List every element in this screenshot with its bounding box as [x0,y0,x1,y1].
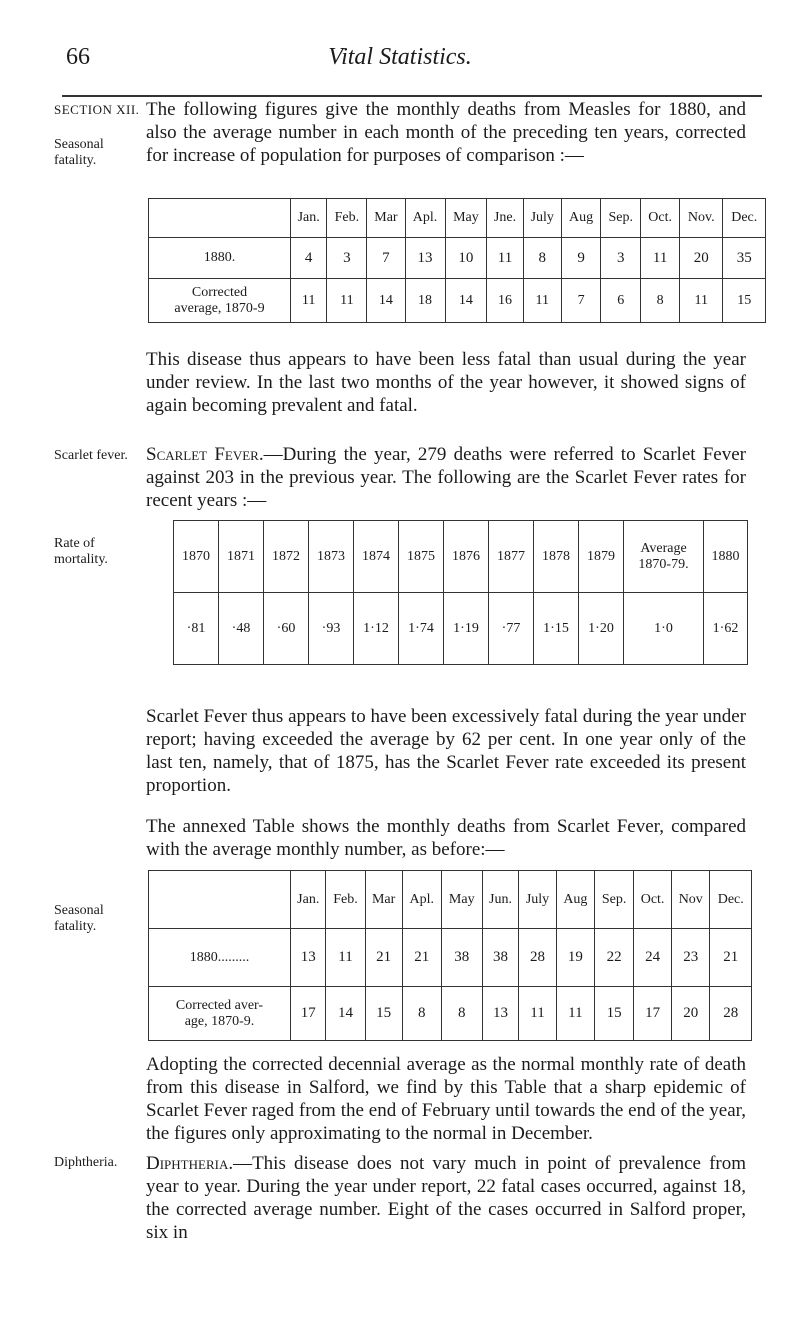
table-cell: 1·0 [624,593,704,665]
table-cell: 14 [367,279,405,323]
table-corner-cell [149,199,291,238]
table-cell: 9 [561,238,600,279]
table-cell: ·93 [309,593,354,665]
month-header: Aug [561,199,600,238]
table-cell: 11 [327,279,367,323]
month-header: July [523,199,561,238]
month-header: Jun. [482,871,519,929]
table-row [149,238,766,279]
month-header: Dec. [723,199,766,238]
row-label [149,987,291,1041]
table-cell: 14 [326,987,365,1041]
row-label-line: age, 1870-9. [184,1013,255,1029]
table-cell: 13 [405,238,445,279]
table-cell: 13 [482,987,519,1041]
year-header: 1870 [174,521,219,593]
month-header: July [519,871,556,929]
month-header: Dec. [710,871,752,929]
table-cell: 8 [441,987,482,1041]
header-rule [62,95,762,97]
paragraph-scarlet-summary [146,705,746,797]
paragraph-text: —This disease does not vary much in point of prevalence from year to year. During the year under report, 22 fatal cases occurred, against 18, the corrected average number. Eight of the cases occurred in Salford proper, six in [146,1153,746,1243]
diphtheria-heading: Diphtheria. [146,1153,234,1174]
table-row [149,987,752,1041]
year-header: 1873 [309,521,354,593]
table-cell: 38 [482,929,519,987]
year-header: 1879 [579,521,624,593]
row-label-line: Corrected aver- [175,997,264,1013]
paragraph-scarlet-fever [146,443,746,512]
margin-note-scarlet-fever: Scarlet fever. [54,448,128,463]
table-cell: 11 [641,238,680,279]
margin-note-line: Seasonal [54,137,104,152]
table-cell: 1·12 [354,593,399,665]
month-header: Apl. [402,871,441,929]
margin-note-line: Rate of [54,536,95,551]
table-cell: 17 [634,987,672,1041]
table-cell: 28 [519,929,556,987]
month-header: Feb. [327,199,367,238]
month-header: Jan. [291,871,326,929]
year-header: 1880 [704,521,748,593]
month-header: Mar [367,199,405,238]
scarlet-fever-rates-table [173,520,748,665]
table-cell: 8 [523,238,561,279]
table-row [149,279,766,323]
scarlet-monthly-table [148,870,752,1041]
table-row [174,593,748,665]
row-label-line: Corrected [191,284,248,300]
month-header: Nov. [680,199,723,238]
table-header-row [149,199,766,238]
paragraph-decennial-average [146,1053,746,1145]
table-cell: 14 [445,279,487,323]
paragraph-text: Adopting the corrected decennial average as the normal monthly rate of death from this disease in Salford, we find by this Table that a sharp epidemic of Scarlet Fever raged from the end of February until towards the end of the year, the figures only approximating to the normal in December. [146,1054,746,1144]
table-cell: 1·15 [534,593,579,665]
table-cell: 17 [291,987,326,1041]
table-cell: 19 [556,929,594,987]
scarlet-fever-heading: Scarlet Fever. [146,444,264,465]
table-cell: 1·20 [579,593,624,665]
average-header-line: 1870-79. [638,556,689,572]
table-cell: 11 [291,279,327,323]
table-cell: 3 [601,238,641,279]
table-cell: 15 [365,987,402,1041]
table-header-row [149,871,752,929]
table-cell: 13 [291,929,326,987]
table-cell: 8 [402,987,441,1041]
table-cell: 4 [291,238,327,279]
paragraph-text: The annexed Table shows the monthly deaths from Scarlet Fever, compared with the average monthly number, as before:— [146,816,746,860]
table-cell: 10 [445,238,487,279]
average-header [624,521,704,593]
table-corner-cell [149,871,291,929]
row-label [149,279,291,323]
table-cell: 21 [365,929,402,987]
month-header: May [441,871,482,929]
year-header: 1874 [354,521,399,593]
table-cell: 20 [680,238,723,279]
table-row [149,929,752,987]
page-number: 66 [66,44,90,70]
table-cell: 11 [556,987,594,1041]
table-cell: 7 [561,279,600,323]
month-header: Nov [672,871,710,929]
margin-note-seasonal-fatality-2 [54,903,104,935]
table-cell: 24 [634,929,672,987]
table-cell: 1·62 [704,593,748,665]
average-header-line: Average [640,540,687,556]
table-cell: 11 [487,238,523,279]
paragraph-text: Scarlet Fever thus appears to have been excessively fatal during the year under report; having exceeded the average by 62 per cent. In one year only of the last ten, namely, that of 1875, has the Scarlet Fever rate exceeded its present proportion. [146,706,746,796]
table-cell: 1·19 [444,593,489,665]
table-header-row [174,521,748,593]
year-header: 1878 [534,521,579,593]
margin-note-rate-of-mortality [54,536,108,568]
table-cell: 11 [680,279,723,323]
section-label: SECTION XII. [54,102,140,117]
paragraph-diphtheria [146,1152,746,1244]
table-cell: 11 [326,929,365,987]
margin-note-diphtheria: Diphtheria. [54,1155,118,1170]
table-cell: 18 [405,279,445,323]
month-header: Aug [556,871,594,929]
margin-note-line: fatality. [54,919,97,934]
table-cell: 11 [523,279,561,323]
month-header: Apl. [405,199,445,238]
table-cell: 38 [441,929,482,987]
month-header: Jan. [291,199,327,238]
margin-note-line: mortality. [54,552,108,567]
table-cell: 16 [487,279,523,323]
table-cell: 15 [595,987,634,1041]
measles-table [148,198,766,323]
row-label-line: average, 1870-9 [174,300,265,316]
table-cell: 21 [710,929,752,987]
paragraph-text: —During the year, 279 deaths were referred to Scarlet Fever against 203 in the previous year. The following are the Scarlet Fever rates for recent years :— [146,444,746,511]
paragraph-text: This disease thus appears to have been less fatal than usual during the year under review. In the last two months of the year however, it showed signs of again becoming prevalent and fatal. [146,349,746,416]
paragraph-text: The following figures give the monthly deaths from Measles for 1880, and also the average number in each month of the preceding ten years, corrected for increase of population for purposes of comparison :— [146,99,746,166]
table-cell: ·81 [174,593,219,665]
year-header: 1875 [399,521,444,593]
table-cell: 20 [672,987,710,1041]
year-header: 1871 [219,521,264,593]
row-label: 1880. [149,238,291,279]
table-cell: ·77 [489,593,534,665]
margin-note-line: fatality. [54,153,97,168]
table-cell: 7 [367,238,405,279]
table-cell: 3 [327,238,367,279]
paragraph-measles-summary [146,348,746,417]
row-label: 1880......... [149,929,291,987]
month-header: Feb. [326,871,365,929]
year-header: 1877 [489,521,534,593]
table-cell: ·48 [219,593,264,665]
table-cell: 1·74 [399,593,444,665]
paragraph-annexed-table [146,815,746,861]
year-header: 1872 [264,521,309,593]
paragraph-measles-intro [146,98,746,167]
month-header: Oct. [641,199,680,238]
margin-note-seasonal-fatality [54,137,104,169]
month-header: Mar [365,871,402,929]
month-header: Sep. [601,199,641,238]
table-cell: 35 [723,238,766,279]
table-cell: 8 [641,279,680,323]
table-cell: 21 [402,929,441,987]
table-cell: 28 [710,987,752,1041]
month-header: Jne. [487,199,523,238]
running-title: Vital Statistics. [328,44,472,70]
month-header: May [445,199,487,238]
month-header: Oct. [634,871,672,929]
year-header: 1876 [444,521,489,593]
table-cell: 15 [723,279,766,323]
margin-note-line: Seasonal [54,903,104,918]
month-header: Sep. [595,871,634,929]
table-cell: 6 [601,279,641,323]
table-cell: 22 [595,929,634,987]
table-cell: 11 [519,987,556,1041]
table-cell: 23 [672,929,710,987]
table-cell: ·60 [264,593,309,665]
